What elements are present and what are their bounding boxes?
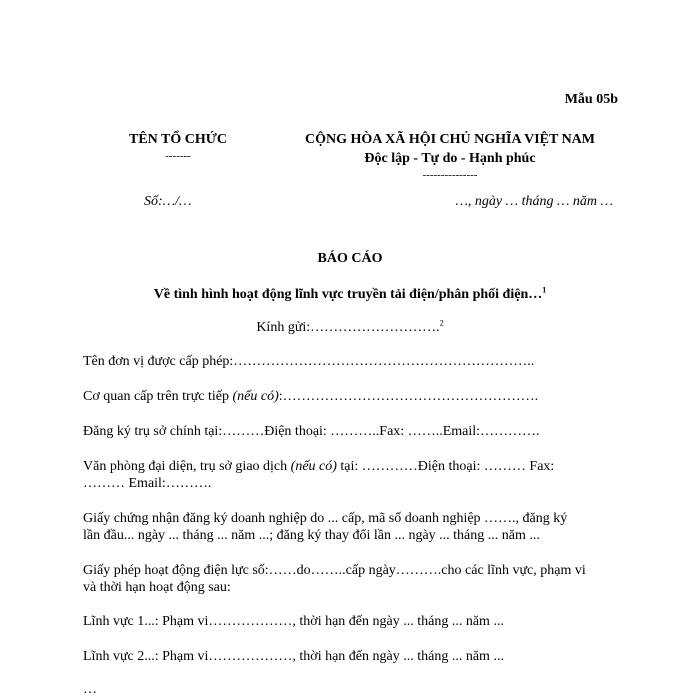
licensee-name-line	[83, 352, 534, 372]
representative-office-line-2: ……… Email:……….	[83, 476, 212, 491]
permit-line-1: Giấy phép hoạt động điện lực số:……do……..cấp ngày……….cho các lĩnh vực, phạm vi	[83, 563, 586, 578]
rep-optional: (nếu có)	[290, 459, 337, 474]
licensee-dots: ………………………………………………………..	[233, 354, 535, 369]
agency-label: Cơ quan cấp trên trực tiếp	[83, 389, 233, 404]
country-name: CỘNG HÒA XÃ HỘI CHỦ NGHĨA VIỆT NAM	[304, 132, 595, 147]
motto-divider: ---------------	[422, 169, 478, 181]
continuation-ellipsis: …	[83, 682, 97, 697]
business-registration-line-2: lần đầu... ngày ... tháng ... năm ...; đăng ký thay đổi lần ... ngày ... tháng ... năm ...	[83, 528, 540, 543]
recipient-text: Kính gửi:……………………….	[256, 320, 440, 335]
national-motto: Độc lập - Tự do - Hạnh phúc	[364, 151, 536, 166]
field-2-line: Lĩnh vực 2...: Phạm vi………………, thời hạn đến ngày ... tháng ... năm ...	[83, 649, 504, 664]
footnote-ref-2: 2	[439, 318, 444, 328]
recipient-line	[0, 318, 700, 338]
organization-divider: -------	[165, 150, 191, 162]
agency-dots: :……………………………………………….	[278, 389, 539, 404]
business-registration-line-1: Giấy chứng nhận đăng ký doanh nghiệp do ... cấp, mã số doanh nghiệp ……., đăng ký	[83, 511, 568, 526]
report-title: BÁO CÁO	[317, 251, 383, 266]
report-subtitle	[0, 285, 700, 305]
permit-line-2: và thời hạn hoạt động sau:	[83, 580, 231, 595]
form-code: Mẫu 05b	[564, 92, 618, 107]
rep-label: Văn phòng đại diện, trụ sở giao dịch	[83, 459, 291, 474]
field-1-line: Lĩnh vực 1...: Phạm vi………………, thời hạn đến ngày ... tháng ... năm ...	[83, 614, 504, 629]
head-office-line: Đăng ký trụ sở chính tại:………Điện thoại: ………..Fax: ……..Email:………….	[83, 424, 540, 439]
organization-name: TÊN TỔ CHỨC	[128, 132, 227, 147]
rep-rest: tại: …………Điện thoại: ……… Fax:	[336, 459, 555, 474]
licensee-label: Tên đơn vị được cấp phép:	[83, 354, 234, 369]
agency-optional: (nếu có)	[232, 389, 279, 404]
footnote-ref-1: 1	[542, 285, 547, 295]
report-subtitle-text: Về tình hình hoạt động lĩnh vực truyền tải điện/phân phối điện…	[153, 287, 543, 302]
superior-agency-line	[83, 387, 538, 407]
document-date: …, ngày … tháng … năm …	[455, 194, 613, 209]
document-number: Số:…/…	[144, 194, 192, 209]
